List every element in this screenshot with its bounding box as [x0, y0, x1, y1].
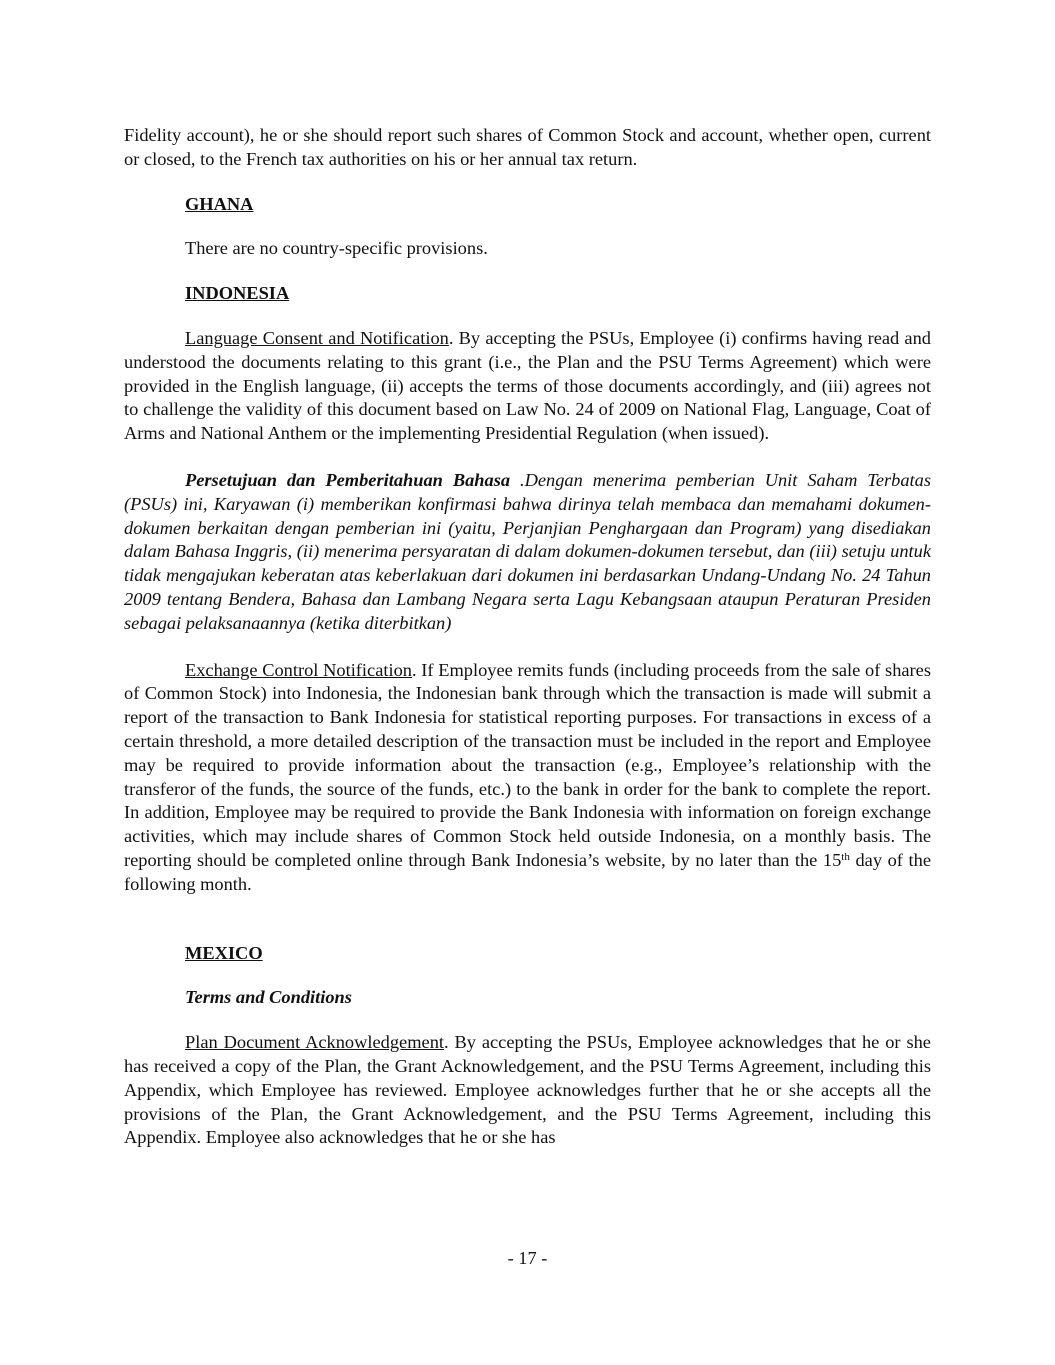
mexico-subheading: Terms and Conditions [185, 987, 352, 1008]
document-page [124, 124, 931, 1150]
ghana-text: There are no country-specific provisions. [185, 238, 488, 259]
indonesia-heading: INDONESIA [185, 283, 290, 304]
intro-paragraph: Fidelity account), he or she should report such shares of Common Stock and account, whether open, current or closed, to the French tax authorities on his or her annual tax return. [124, 125, 931, 169]
language-consent-title: Language Consent and Notification [185, 327, 449, 348]
exchange-control-title: Exchange Control Notification [185, 659, 412, 680]
language-consent-paragraph [124, 327, 931, 446]
plan-acknowledgement-title: Plan Document Acknowledgement [185, 1032, 444, 1053]
plan-acknowledgement-body: . By accepting the PSUs, Employee acknowledges that he or she has received a copy of the Plan, the Grant Acknowledgement, and the PSU Terms Agreement, including this Appendix, which Employee has reviewed. Employee acknowledges further that he or she accepts all the provisions of the Plan, the Grant Acknowledgement, and the PSU Terms Agreement, including this Appendix. Employee also acknowledges that he or she has [124, 1032, 931, 1148]
exchange-control-tail: day of the following month. [124, 849, 931, 894]
page-number: - 17 - [507, 1248, 548, 1268]
exchange-control-paragraph [124, 659, 931, 897]
exchange-control-body: . If Employee remits funds (including proceeds from the sale of shares of Common Stock) into Indonesia, the Indonesian bank through which the transaction is made will submit a report of the transaction to Bank Indonesia for statistical reporting purposes. For transactions in excess of a certain threshold, a more detailed description of the transaction must be included in the report and Employee may be required to provide information about the transaction (e.g., Employee’s relationship with the transferor of the funds, the source of the funds, etc.) to the bank in order for the bank to complete the report. In addition, Employee may be required to provide the Bank Indonesia with information on foreign exchange activities, which may include shares of Common Stock held outside Indonesia, on a monthly basis. The reporting should be completed online through Bank Indonesia’s website, by no later than the 15 [124, 659, 931, 870]
mexico-heading: MEXICO [185, 942, 263, 963]
ghana-heading: GHANA [185, 193, 254, 214]
language-consent-indonesian-paragraph [124, 469, 931, 636]
plan-acknowledgement-paragraph [124, 1031, 931, 1150]
language-consent-indonesian-title: Persetujuan dan Pemberitahuan Bahasa [185, 469, 511, 490]
ordinal-suffix: th [841, 850, 850, 863]
language-consent-body: . By accepting the PSUs, Employee (i) confirms having read and understood the documents relating to this grant (i.e., the Plan and the PSU Terms Agreement) which were provided in the English language, (ii) accepts the terms of those documents accordingly, and (iii) agrees not to challenge the validity of this document based on Law No. 24 of 2009 on National Flag, Language, Coat of Arms and National Anthem or the implementing Presidential Regulation (when issued). [124, 327, 931, 444]
language-consent-indonesian-body: .Dengan menerima pemberian Unit Saham Terbatas (PSUs) ini, Karyawan (i) memberikan konfirmasi bahwa dirinya telah membaca dan memahami dokumen-dokumen berkaitan dengan pemberian ini (yaitu, Perjanjian Penghargaan dan Program) yang disediakan dalam Bahasa Inggris, (ii) menerima persyaratan di dalam dokumen-dokumen tersebut, dan (iii) setuju untuk tidak mengajukan keberatan atas keberlakuan dari dokumen ini berdasarkan Undang-Undang No. 24 Tahun 2009 tentang Bendera, Bahasa dan Lambang Negara serta Lagu Kebangsaan ataupun Peraturan Presiden sebagai pelaksanaannya (ketika diterbitkan) [124, 469, 931, 633]
